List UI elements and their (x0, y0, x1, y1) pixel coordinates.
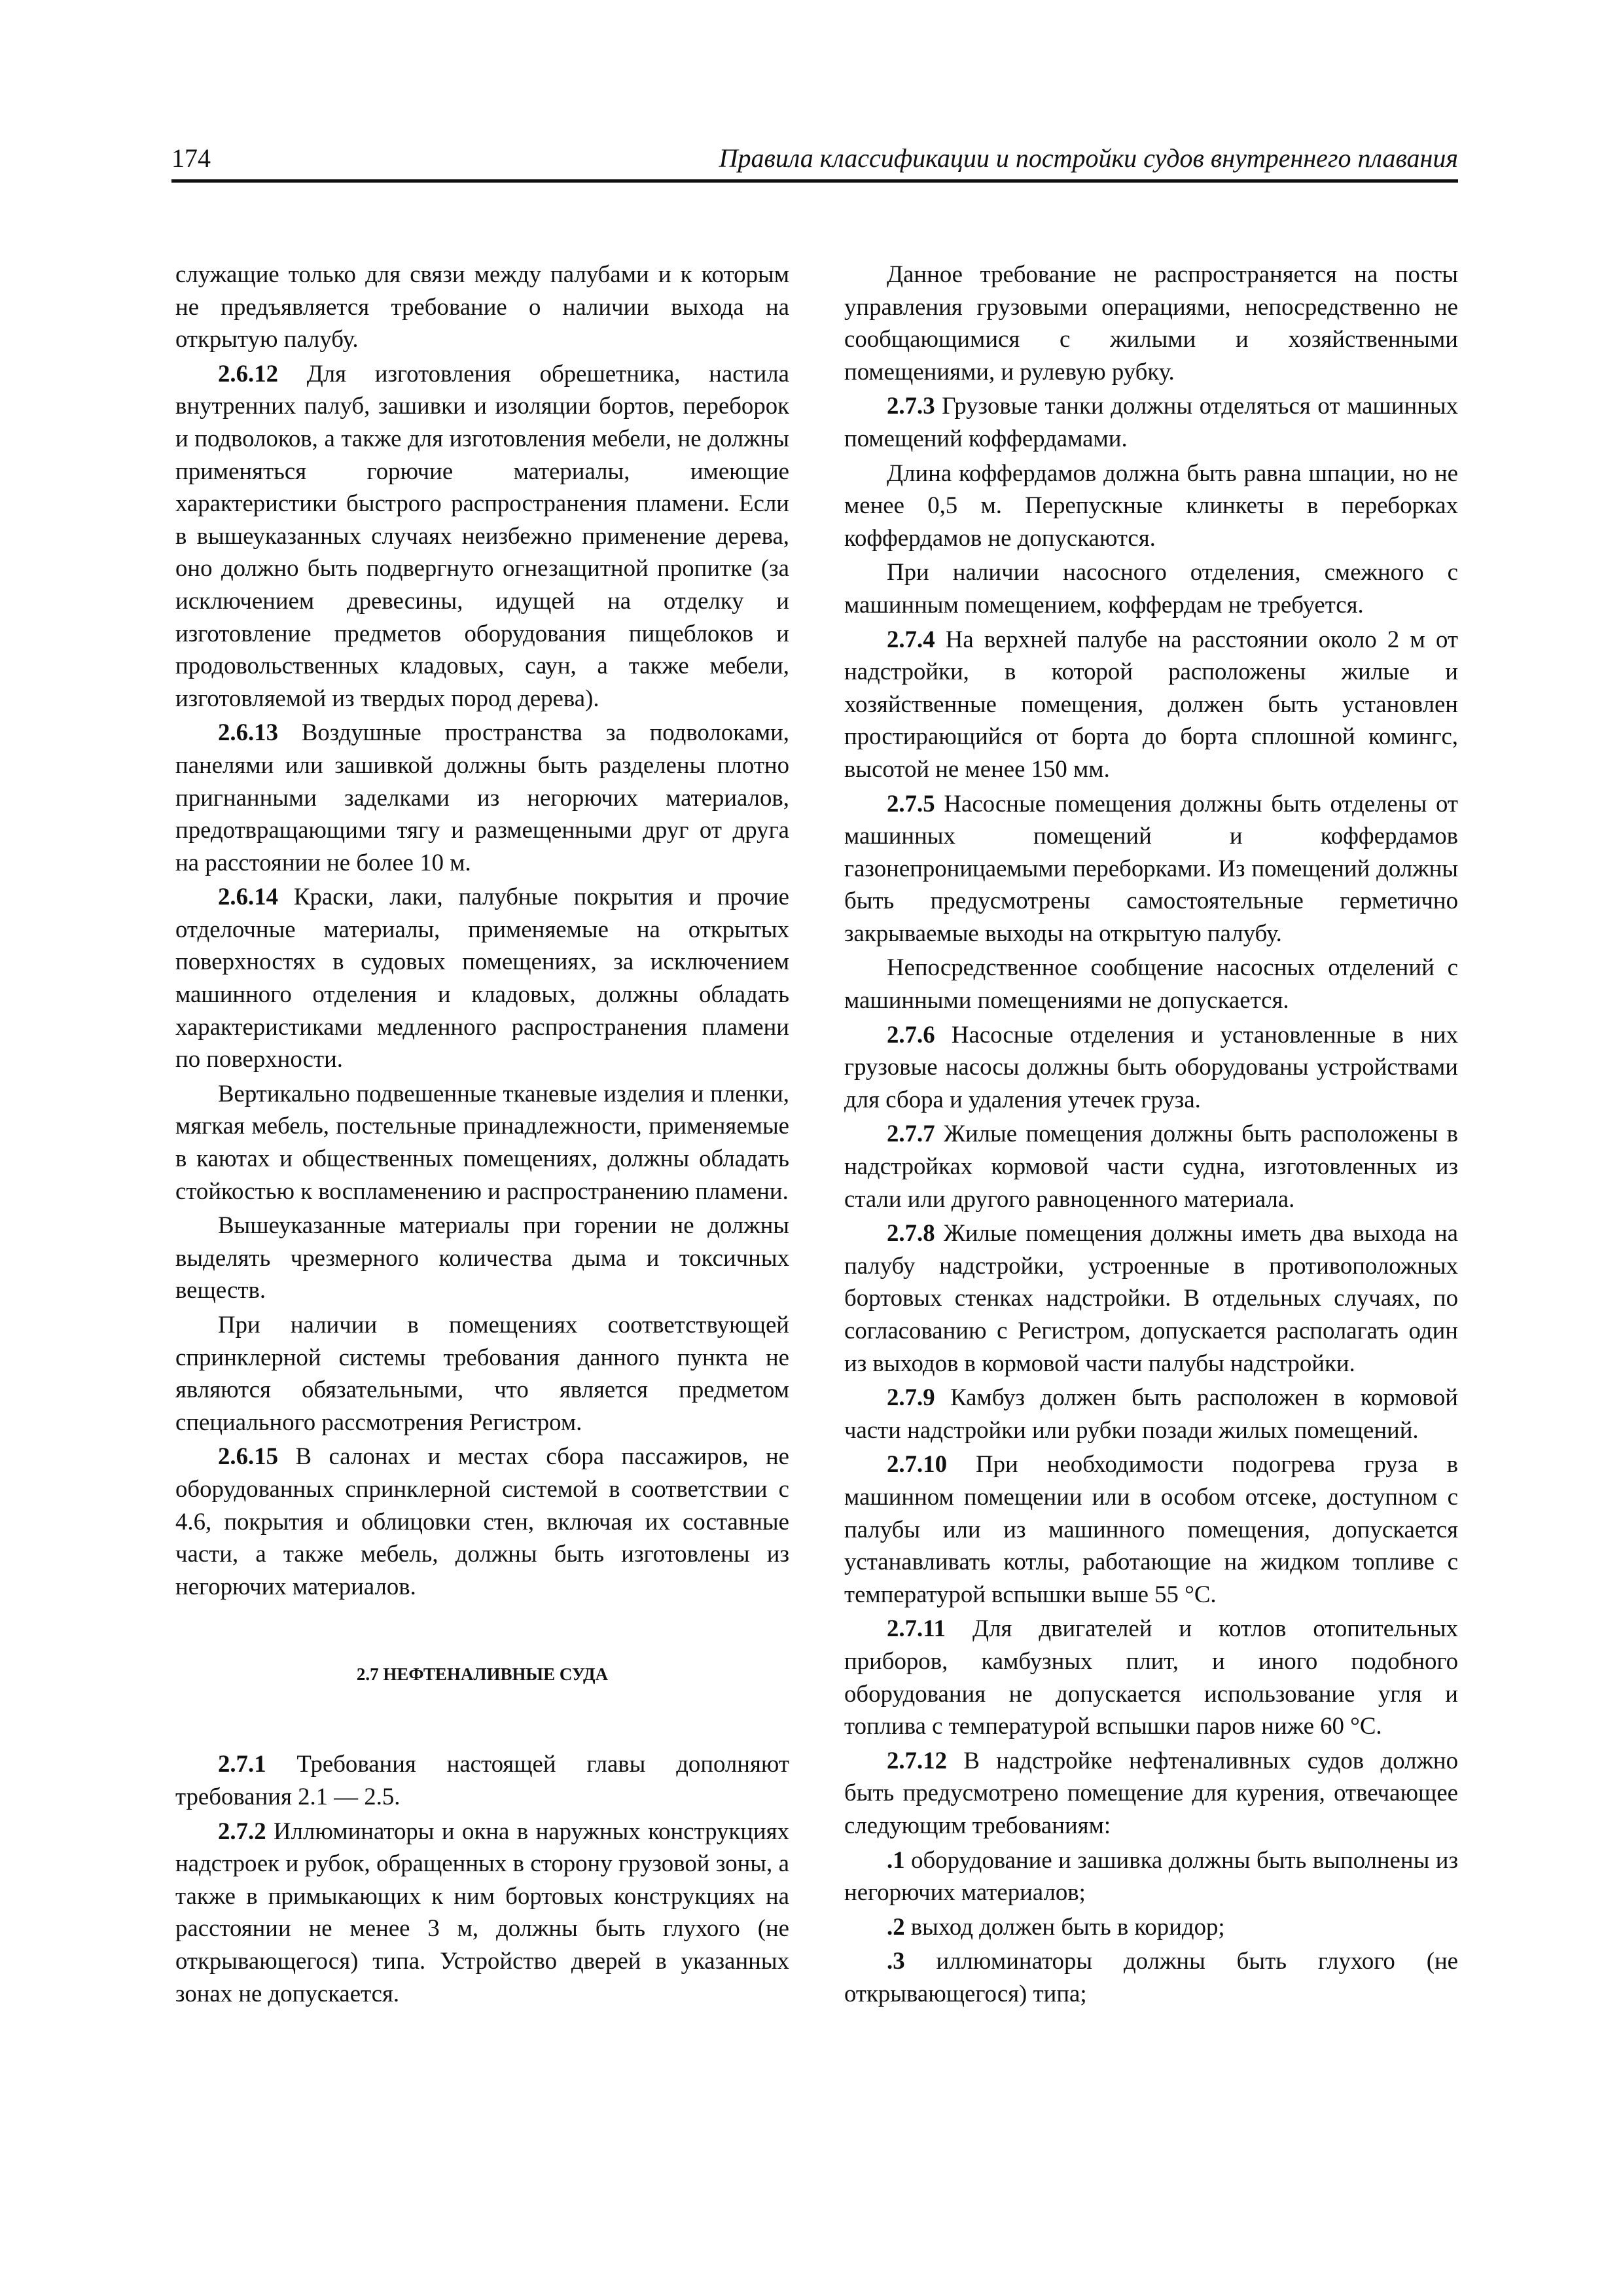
paragraph-text: Жилые помещения должны иметь два выхода на палубу надстройки, устроенные в противоположных бортовых стенках надстройки. В отдельных случаях, по согласованию с Регистром, допускается располагать один из выходов в кормовой части палубы надстройки. (844, 1219, 1458, 1376)
clause-number: 2.7.9 (887, 1384, 935, 1411)
list-item-text: оборудование и зашивка должны быть выполнены из негорючих материалов; (844, 1846, 1458, 1906)
paragraph-text: Насосные отделения и установленные в них грузовые насосы должны быть оборудованы устройствами для сбора и удаления утечек груза. (844, 1020, 1458, 1113)
paragraph-text: На верхней палубе на расстоянии около 2 м от надстройки, в которой расположены жилые и хозяйственные помещения, должен быть установлен простирающийся от борта до борта сплошной комингс, высотой не менее 150 мм. (844, 625, 1458, 782)
list-item-text: иллюминаторы должны быть глухого (не открывающегося) типа; (844, 1947, 1458, 2007)
paragraph-text: Требования настоящей главы дополняют требования 2.1 — 2.5. (175, 1750, 789, 1810)
list-item-number: .1 (887, 1846, 905, 1873)
clause-number: 2.7.6 (887, 1020, 935, 1048)
paragraph: Вертикально подвешенные тканевые изделия и пленки, мягкая мебель, постельные принадлежности, применяемые в каютах и общественных помещениях, должны обладать стойкостью к воспламенению и распространению пламени. (175, 1079, 789, 1204)
paragraph: При наличии в помещениях соответствующей спринклерной системы требования данного пункта не являются обязательными, что является предметом специального рассмотрения Регистром. (175, 1311, 789, 1435)
paragraph (844, 1217, 1458, 1379)
list-item-number: .2 (887, 1912, 905, 1940)
paragraph-text: Для изготовления обрешетника, настила внутренних палуб, зашивки и изоляции бортов, переборок и подволоков, а также для изготовления мебели, не должны применяться горючие материалы, имеющие характеристики быстрого распространения пламени. Если в вышеуказанных случаях неизбежно применение дерева, оно должно быть подвергнуто огнезащитной пропитке (за исключением древесины, идущей на отделку и изготовление предметов оборудования пищеблоков и продовольственных кладовых, саун, а также мебели, изготовляемой из твердых пород дерева). (175, 359, 789, 711)
paragraph: Длина коффердамов должна быть равна шпации, но не менее 0,5 м. Перепускные клинкеты в переборках коффердамов не допускаются. (844, 459, 1458, 551)
left-column (175, 258, 789, 2011)
right-column (844, 258, 1458, 2011)
clause-number: 2.7.11 (887, 1615, 946, 1642)
clause-number: 2.6.12 (218, 359, 278, 387)
list-item (844, 1910, 1458, 1943)
paragraph (175, 716, 789, 878)
list-item-text: выход должен быть в коридор; (904, 1912, 1225, 1940)
clause-number: 2.7.10 (887, 1450, 947, 1478)
section-heading: 2.7 НЕФТЕНАЛИВНЫЕ СУДА (356, 1664, 609, 1685)
paragraph-text: Жилые помещения должны быть расположены в надстройках кормовой части судна, изготовленных из стали или другого равноценного материала. (844, 1120, 1458, 1212)
paragraph (844, 787, 1458, 950)
page-header (171, 139, 1458, 183)
paragraph (844, 389, 1458, 454)
clause-number: 2.6.15 (218, 1443, 278, 1470)
list-item (844, 1844, 1458, 1909)
paragraph (844, 1018, 1458, 1116)
clause-number: 2.7.2 (218, 1817, 266, 1844)
paragraph: Данное требование не распространяется на посты управления грузовыми операциями, непосредственно не сообщающимися с жилыми и хозяйственными помещениями, и рулевую рубку. (844, 260, 1458, 385)
paragraph-text: Иллюминаторы и окна в наружных конструкциях надстроек и рубок, обращенных в сторону грузовой зоны, а также в примыкающих к ним бортовых конструкциях на расстоянии не менее 3 м, должны быть глухого (не открывающегося) типа. Устройство дверей в указанных зонах не допускается. (175, 1817, 789, 2007)
paragraph (175, 1815, 789, 2010)
paragraph-text: Грузовые танки должны отделяться от машинных помещений коффердамами. (844, 392, 1458, 452)
list-item (844, 1945, 1458, 2009)
paragraph (844, 1612, 1458, 1742)
clause-number: 2.7.4 (887, 625, 935, 653)
paragraph: Вышеуказанные материалы при горении не должны выделять чрезмерного количества дыма и токсичных веществ. (175, 1211, 789, 1304)
clause-number: 2.7.12 (887, 1746, 947, 1774)
paragraph-text: При необходимости подогрева груза в машинном помещении или в особом отсеке, доступном с палубы или из машинного помещения, допускается устанавливать котлы, работающие на жидком топливе с температурой вспышки выше 55 °С. (844, 1450, 1458, 1607)
paragraph-text: Краски, лаки, палубные покрытия и прочие отделочные материалы, применяемые на открытых поверхностях в судовых помещениях, за исключением машинного отделения и кладовых, должны обладать характеристиками медленного распространения пламени по поверхности. (175, 883, 789, 1073)
paragraph-text: Насосные помещения должны быть отделены от машинных помещений и коффердамов газонепроницаемыми переборками. Из помещений должны быть предусмотрены самостоятельные герметично закрываемые выходы на открытую палубу. (844, 789, 1458, 946)
clause-number: 2.7.8 (887, 1219, 935, 1247)
paragraph-text: Для двигателей и котлов отопительных приборов, камбузных плит, и иного подобного оборудования не допускается использование угля и топлива с температурой вспышки паров ниже 60 °С. (844, 1615, 1458, 1740)
clause-number: 2.6.13 (218, 719, 278, 746)
paragraph (175, 880, 789, 1075)
paragraph-text: Камбуз должен быть расположен в кормовой части надстройки или рубки позади жилых помещений. (844, 1384, 1458, 1443)
paragraph (844, 623, 1458, 785)
running-title: Правила классификации и постройки судов внутреннего плавания (719, 143, 1458, 173)
clause-number: 2.6.14 (218, 883, 278, 910)
paragraph (175, 1440, 789, 1602)
paragraph-text: В салонах и местах сбора пассажиров, не оборудованных спринклерной системой в соответствии с 4.6, покрытия и облицовки стен, включая их составные части, а также мебель, должны быть изготовлены из негорючих материалов. (175, 1443, 789, 1600)
paragraph-text: В надстройке нефтеналивных судов должно быть предусмотрено помещение для курения, отвечающее следующим требованиям: (844, 1746, 1458, 1839)
clause-number: 2.7.1 (218, 1750, 266, 1778)
paragraph (844, 1744, 1458, 1842)
clause-number: 2.7.7 (887, 1120, 935, 1147)
paragraph (844, 1117, 1458, 1215)
paragraph: При наличии насосного отделения, смежного с машинным помещением, коффердам не требуется. (844, 558, 1458, 618)
paragraph (844, 1448, 1458, 1610)
paragraph: Непосредственное сообщение насосных отделений с машинными помещениями не допускается. (844, 954, 1458, 1014)
paragraph-text: Воздушные пространства за подволоками, панелями или зашивкой должны быть разделены плотно пригнанными заделками из негорючих материалов, предотвращающими тягу и размещенными друг от друга на расстоянии не более 10 м. (175, 719, 789, 876)
clause-number: 2.7.5 (887, 789, 935, 817)
clause-number: 2.7.3 (887, 392, 935, 420)
paragraph (175, 357, 789, 715)
list-item-number: .3 (887, 1947, 905, 1975)
paragraph (844, 1381, 1458, 1446)
page-number: 174 (171, 143, 211, 173)
paragraph: служащие только для связи между палубами и к которым не предъявляется требование о наличии выхода на открытую палубу. (175, 260, 789, 353)
paragraph (175, 1748, 789, 1812)
